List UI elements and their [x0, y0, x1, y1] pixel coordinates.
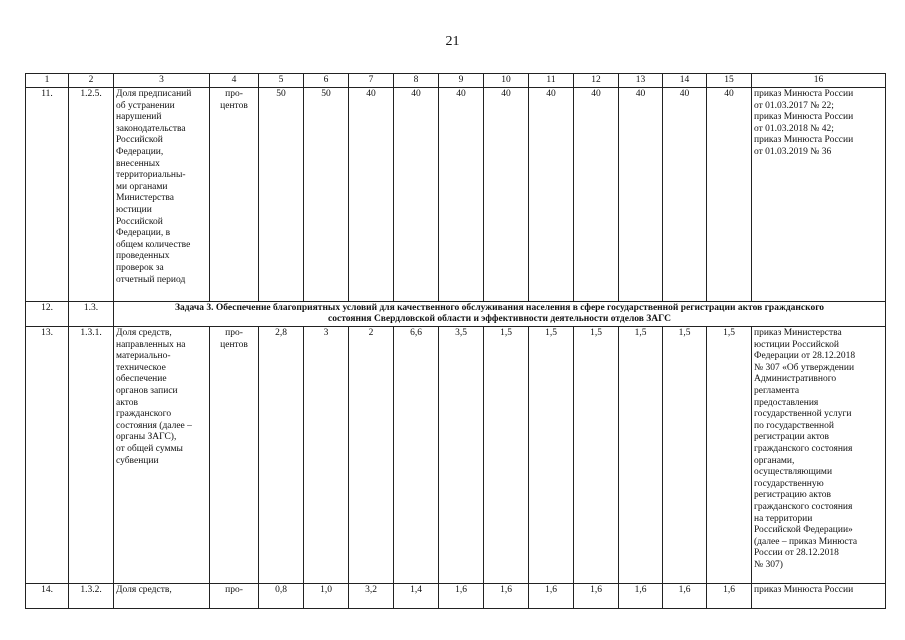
- row-number: 13.: [26, 327, 69, 584]
- value-cell: 40: [663, 88, 707, 302]
- column-number: 5: [259, 74, 304, 88]
- indicators-table: [25, 73, 886, 609]
- column-number: 14: [663, 74, 707, 88]
- column-number: 16: [752, 74, 886, 88]
- indicator-name: Доля предписаний об устранении нарушений законодательства Российской Федерации, внесенных территориальны- ми органами Министерства юстиции Российской Федерации, в общем количестве проведенных проверок за отчетный период: [114, 88, 210, 302]
- task-row: [26, 302, 886, 327]
- column-number: 9: [439, 74, 484, 88]
- row-code: 1.3.: [69, 302, 114, 327]
- indicator-name: Доля средств, направленных на материально- техническое обеспечение органов записи актов гражданского состояния (далее – органы ЗАГС), от общей суммы субвенции: [114, 327, 210, 584]
- row-code: 1.2.5.: [69, 88, 114, 302]
- value-cell: 40: [529, 88, 574, 302]
- value-cell: 2,8: [259, 327, 304, 584]
- column-number: 15: [707, 74, 752, 88]
- indicator-name: Доля средств,: [114, 584, 210, 609]
- source-document: приказ Минюста России: [752, 584, 886, 609]
- value-cell: 1,0: [304, 584, 349, 609]
- value-cell: 40: [619, 88, 663, 302]
- value-cell: 1,5: [619, 327, 663, 584]
- column-number: 10: [484, 74, 529, 88]
- source-document: приказ Министерства юстиции Российской Федерации от 28.12.2018 № 307 «Об утверждении Административного регламента предоставления государственной услуги по государственной регистрации актов гражданского состояния органами, осуществляющими государственную регистрацию актов гражданского состояния на территории Российской Федерации» (далее – приказ Минюста России от 28.12.2018 № 307): [752, 327, 886, 584]
- value-cell: 1,6: [529, 584, 574, 609]
- value-cell: 1,5: [707, 327, 752, 584]
- column-number: 11: [529, 74, 574, 88]
- value-cell: 40: [349, 88, 394, 302]
- row-code: 1.3.2.: [69, 584, 114, 609]
- value-cell: 1,6: [619, 584, 663, 609]
- value-cell: 1,6: [574, 584, 619, 609]
- value-cell: 1,5: [529, 327, 574, 584]
- row-code: 1.3.1.: [69, 327, 114, 584]
- row-number: 11.: [26, 88, 69, 302]
- source-document: приказ Минюста России от 01.03.2017 № 22; приказ Минюста России от 01.03.2018 № 42; приказ Минюста России от 01.03.2019 № 36: [752, 88, 886, 302]
- value-cell: 2: [349, 327, 394, 584]
- value-cell: 50: [259, 88, 304, 302]
- value-cell: 1,5: [484, 327, 529, 584]
- column-number: 7: [349, 74, 394, 88]
- value-cell: 3,5: [439, 327, 484, 584]
- column-number: 2: [69, 74, 114, 88]
- value-cell: 1,6: [484, 584, 529, 609]
- row-number: 14.: [26, 584, 69, 609]
- column-number: 12: [574, 74, 619, 88]
- unit: про-: [210, 584, 259, 609]
- value-cell: 40: [707, 88, 752, 302]
- row-number: 12.: [26, 302, 69, 327]
- value-cell: 1,6: [707, 584, 752, 609]
- value-cell: 3,2: [349, 584, 394, 609]
- task-heading: Задача 3. Обеспечение благоприятных условий для качественного обслуживания населения в сфере государственной регистрации актов гражданского состояния Свердловской области и эффективности деятельности отделов ЗАГС: [114, 302, 886, 327]
- value-cell: 1,6: [439, 584, 484, 609]
- table-row: [26, 584, 886, 609]
- column-number: 6: [304, 74, 349, 88]
- value-cell: 40: [394, 88, 439, 302]
- column-number: 8: [394, 74, 439, 88]
- page-number: 21: [445, 34, 460, 49]
- column-number: 3: [114, 74, 210, 88]
- value-cell: 1,4: [394, 584, 439, 609]
- column-number: 4: [210, 74, 259, 88]
- value-cell: 1,5: [663, 327, 707, 584]
- column-number: 1: [26, 74, 69, 88]
- column-number-row: [26, 74, 886, 88]
- unit: про- центов: [210, 327, 259, 584]
- value-cell: 40: [574, 88, 619, 302]
- value-cell: 40: [439, 88, 484, 302]
- value-cell: 6,6: [394, 327, 439, 584]
- value-cell: 40: [484, 88, 529, 302]
- value-cell: 0,8: [259, 584, 304, 609]
- value-cell: 3: [304, 327, 349, 584]
- table-row: [26, 327, 886, 584]
- column-number: 13: [619, 74, 663, 88]
- value-cell: 50: [304, 88, 349, 302]
- table-row: [26, 88, 886, 302]
- value-cell: 1,5: [574, 327, 619, 584]
- unit: про- центов: [210, 88, 259, 302]
- value-cell: 1,6: [663, 584, 707, 609]
